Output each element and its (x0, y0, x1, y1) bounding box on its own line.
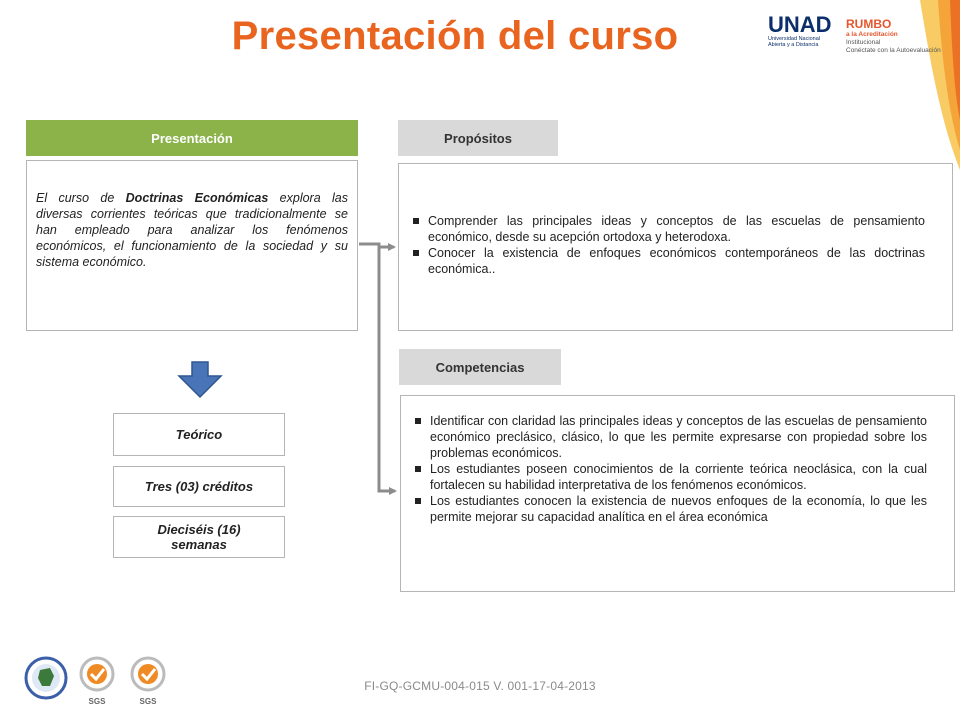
sgs-label-2: SGS (139, 697, 157, 706)
unad-logo (768, 14, 834, 64)
presentacion-text-pre: El curso de (36, 191, 126, 205)
tab-competencias (399, 349, 561, 385)
down-arrow-icon (179, 362, 221, 397)
tab-propositos (398, 120, 558, 156)
tab-propositos-label: Propósitos (444, 130, 512, 146)
presentacion-text-post: explora las diversas corrientes teóricas que tradicionalmente se han empleado para analizar los fenómenos económicos, el funcionamiento de la sociedad y su sistema económico. (36, 191, 348, 269)
list-item: Los estudiantes conocen la existencia de nuevos enfoques de la economía, lo que les permite mejorar su capacidad analítica en el área económica (413, 493, 927, 525)
rumbo-logo-sub1: a la Acreditación (846, 31, 898, 38)
tab-competencias-label: Competencias (435, 359, 525, 375)
course-weeks-line1: Dieciséis (16) (157, 522, 241, 537)
presentacion-text (36, 190, 348, 270)
unad-logo-sub2: Abierta y a Distancia (768, 42, 819, 48)
propositos-box (398, 163, 953, 331)
rumbo-acreditacion-logo (846, 18, 946, 58)
page-title: Presentación del curso (231, 14, 679, 58)
tab-presentacion (26, 120, 358, 156)
sgs-label-1: SGS (88, 697, 106, 706)
course-credits-box (113, 466, 285, 507)
course-credits: Tres (03) créditos (144, 479, 254, 494)
list-item: Comprender las principales ideas y conceptos de las escuelas de pensamiento económico, desde su acepción ortodoxa y heterodoxa. (411, 213, 925, 245)
list-item: Identificar con claridad las principales ideas y conceptos de las escuelas de pensamiento económico preclásico, clásico, lo que les permite expresarse con propiedad sobre los problemas económicos. (413, 413, 927, 461)
course-type-box (113, 413, 285, 456)
unad-logo-text: UNAD (768, 12, 832, 37)
course-weeks-box (113, 516, 285, 558)
list-item: Conocer la existencia de enfoques económicos contemporáneos de las doctrinas económica.. (411, 245, 925, 277)
tab-presentacion-label: Presentación (151, 130, 233, 146)
rumbo-logo-sub2: Institucional (846, 39, 881, 46)
rumbo-logo-text: RUMBO (846, 17, 892, 31)
list-item: Los estudiantes poseen conocimientos de la corriente teórica neoclásica, con la cual fortalecen su habilidad interpretativa de los fenómenos económicos. (413, 461, 927, 493)
connector-line-competencias (379, 244, 395, 491)
connector-line-propositos (359, 244, 394, 247)
propositos-list (411, 213, 925, 277)
competencias-box (400, 395, 955, 592)
course-weeks-line2: semanas (171, 537, 227, 552)
footer-code: FI-GQ-GCMU-004-015 V. 001-17-04-2013 (364, 679, 596, 693)
colombia-seal-icon (24, 656, 68, 700)
course-name: Doctrinas Económicas (125, 191, 269, 205)
rumbo-logo-sub3: Conéctate con la Autoevaluación (846, 47, 941, 54)
course-type: Teórico (175, 427, 223, 442)
unad-logo-sub1: Universidad Nacional (768, 36, 820, 42)
competencias-list (413, 413, 927, 525)
